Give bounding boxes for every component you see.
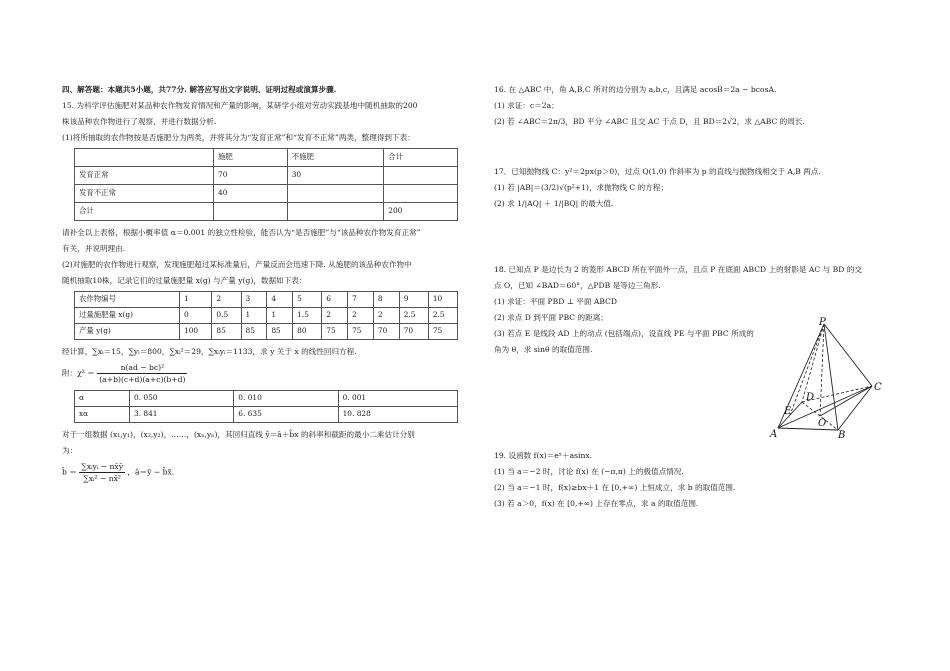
table-cell — [287, 203, 384, 221]
table-cell — [287, 185, 384, 203]
q16-part2: (2) 若 ∠ABC＝2π/3，BD 平分 ∠ABC 且交 AC 于点 D，且 BD＝2√2，求 △ABC 的周长. — [494, 117, 805, 126]
table-cell: 4 — [267, 292, 293, 308]
contingency-table — [74, 148, 458, 221]
chi-numerator: n(ad − bc)² — [97, 362, 187, 374]
table-cell — [75, 149, 214, 167]
b-hat-fraction — [79, 461, 125, 484]
q18-part3-line1: (3) 若点 E 是线段 AD 上的动点 (包括端点)，设直线 PE 与平面 PBC 所成的 — [494, 329, 754, 338]
q18-stem-line1: 18. 已知点 P 是边长为 2 的菱形 ABCD 所在平面外一点，且点 P 在底面 ABCD 上的射影是 AC 与 BD 的交 — [494, 265, 862, 274]
table-cell: 合计 — [75, 203, 214, 221]
table-cell: 70 — [214, 167, 288, 185]
table-cell: 5 — [293, 292, 322, 308]
table-cell — [214, 203, 288, 221]
table-cell: 0. 050 — [130, 391, 234, 407]
table-cell: 10. 828 — [338, 407, 457, 423]
table-cell — [384, 167, 458, 185]
table-cell: 2 — [322, 308, 348, 324]
table-cell: 6. 635 — [234, 407, 338, 423]
q16-stem: 16. 在 △ABC 中，角 A,B,C 所对的边分别为 a,b,c，且满足 acosB＝2a − bcosA. — [494, 85, 777, 94]
q18-stem-line2: 点 O，已知 ∠BAD＝60°，△PDB 是等边三角形. — [494, 281, 661, 290]
table-cell: 100 — [180, 324, 212, 340]
table-cell: 70 — [373, 324, 399, 340]
table-cell: α — [75, 391, 130, 407]
table-cell: xα — [75, 407, 130, 423]
q18-part1: (1) 求证：平面 PBD ⊥ 平面 ABCD — [494, 297, 618, 306]
label-e: E — [784, 406, 792, 417]
table-cell — [384, 185, 458, 203]
section-heading: 四、解答题：本题共5小题，共77分. 解答应写出文字说明、证明过程或演算步骤. — [62, 85, 337, 94]
table-cell: 0. 001 — [338, 391, 457, 407]
table-row — [75, 167, 458, 185]
table-row — [75, 149, 458, 167]
table-cell: 0 — [180, 308, 212, 324]
fertilizer-yield-table — [74, 291, 458, 340]
q17-part2: (2) 求 1/|AQ| ＋ 1/|BQ| 的最大值. — [494, 199, 614, 208]
table-cell: 产量 y(g) — [75, 324, 180, 340]
table-cell: 1 — [267, 308, 293, 324]
q18-part3-line2: 角为 θ，求 sinθ 的取值范围. — [494, 345, 593, 354]
regression-text-line2: 为： — [62, 446, 78, 455]
q17-stem: 17．已知抛物线 C：y²＝2px(p＞0)，过点 Q(1,0) 作斜率为 p 的直线与抛物线相交于 A,B 两点. — [494, 167, 821, 176]
table-cell: 1 — [241, 308, 267, 324]
pyramid-figure — [766, 316, 886, 438]
critical-value-table — [74, 390, 458, 423]
q15-part1-ask-line2: 有关，并说明理由. — [62, 244, 126, 253]
table-cell: 2.5 — [428, 308, 457, 324]
b-hat-formula — [62, 461, 462, 484]
table-row — [75, 407, 458, 423]
a-hat-formula: ，â＝ȳ − b̂x̄. — [127, 467, 175, 477]
b-hat-prefix: b̂ ＝ — [62, 467, 77, 477]
table-cell: 农作物编号 — [75, 292, 180, 308]
table-row — [75, 308, 458, 324]
chi-square-formula — [62, 362, 462, 385]
table-cell: 9 — [399, 292, 428, 308]
table-cell: 1.5 — [293, 308, 322, 324]
table-row — [75, 324, 458, 340]
q15-part2-line1: (2)对施肥的农作物进行观察，发现施肥超过某标准量后，产量反而会迅速下降. 从施肥的该品种农作物中 — [62, 260, 412, 269]
table-cell: 85 — [241, 324, 267, 340]
q17-part1: (1) 若 |AB|＝(3/2)√(p²+1)，求抛物线 C 的方程； — [494, 183, 668, 192]
chi-denominator: (a+b)(c+d)(a+c)(b+d) — [99, 375, 186, 384]
table-cell: 8 — [373, 292, 399, 308]
table-cell: 发育正常 — [75, 167, 214, 185]
b-hat-denominator: ∑xᵢ² − nx̄² — [83, 474, 121, 483]
q15-part1: (1)将所抽取的农作物按是否施肥分为两类，并将其分为“发育正常”和“发育不正常”两类，整理得到下表： — [62, 133, 415, 142]
table-cell: 2 — [373, 308, 399, 324]
label-a: A — [770, 429, 778, 438]
q19-stem: 19. 设函数 f(x)＝eˣ＋asinx. — [494, 451, 593, 460]
table-cell: 发育不正常 — [75, 185, 214, 203]
q16-part1: (1) 求证：c＝2a； — [494, 101, 559, 110]
table-cell: 40 — [214, 185, 288, 203]
q15-part2-line2: 随机抽取10株，记录它们的过量施肥量 x(g) 与产量 y(g)，数据如下表： — [62, 276, 307, 285]
q15-part1-ask-line1: 请补全以上表格，根据小概率值 α＝0.001 的独立性检验，能否认为“是否施肥”与“该品种农作物发育正常” — [62, 228, 421, 237]
label-b: B — [838, 430, 846, 438]
table-cell: 80 — [293, 324, 322, 340]
label-o: O — [818, 418, 827, 429]
table-cell: 7 — [348, 292, 374, 308]
table-row — [75, 391, 458, 407]
table-cell: 85 — [267, 324, 293, 340]
table-cell: 10 — [428, 292, 457, 308]
stats-summary: 经计算，∑xᵢ＝15，∑yᵢ＝800，∑xᵢ²＝29，∑xᵢyᵢ＝1133，求 y 关于 x 的线性回归方程. — [62, 347, 357, 356]
right-column — [494, 84, 894, 514]
table-cell: 施肥 — [214, 149, 288, 167]
q18-part2: (2) 求点 D 到平面 PBC 的距离； — [494, 313, 608, 322]
chi-fraction — [97, 362, 187, 385]
label-c: C — [874, 382, 882, 393]
table-cell: 0. 010 — [234, 391, 338, 407]
label-p: P — [819, 317, 826, 328]
regression-text-line1: 对于一组数据 (x₁,y₁)，(x₂,y₂)，……，(xₙ,yₙ)，其回归直线 ŷ＝â＋b̂x 的斜率和截距的最小二乘估计分别 — [62, 430, 415, 439]
table-cell: 3. 841 — [130, 407, 234, 423]
table-cell: 30 — [287, 167, 384, 185]
q19-part2: (2) 当 a＝−1 时，f(x)≥bx＋1 在 [0,+∞) 上恒成立，求 b 的取值范围. — [494, 483, 736, 492]
table-cell: 75 — [348, 324, 374, 340]
table-cell: 2 — [212, 292, 241, 308]
table-cell: 过量施肥量 x(g) — [75, 308, 180, 324]
table-cell: 6 — [322, 292, 348, 308]
table-cell: 合计 — [384, 149, 458, 167]
left-column — [62, 84, 462, 489]
table-cell: 75 — [322, 324, 348, 340]
label-d: D — [806, 392, 815, 403]
table-cell: 200 — [384, 203, 458, 221]
table-row — [75, 185, 458, 203]
table-row — [75, 203, 458, 221]
q15-intro-line1: 15. 为科学评估施肥对某品种农作物发育情况和产量的影响，某研学小组对劳动实践基地中随机抽取的200 — [62, 101, 418, 110]
table-cell: 75 — [428, 324, 457, 340]
table-row — [75, 292, 458, 308]
b-hat-numerator: ∑xᵢyᵢ − nx̄ȳ — [81, 462, 123, 471]
q19-part1: (1) 当 a＝−2 时，讨论 f(x) 在 (−π,π) 上的极值点情况. — [494, 467, 684, 476]
table-cell: 70 — [399, 324, 428, 340]
table-cell: 1 — [180, 292, 212, 308]
table-cell: 0.5 — [212, 308, 241, 324]
q19-part3: (3) 若 a＞0，f(x) 在 [0,+∞) 上存在零点，求 a 的取值范围. — [494, 499, 699, 508]
table-cell: 85 — [212, 324, 241, 340]
chi-prefix: 附：χ² ＝ — [62, 368, 95, 378]
table-cell: 2.5 — [399, 308, 428, 324]
table-cell: 3 — [241, 292, 267, 308]
table-cell: 2 — [348, 308, 374, 324]
q15-intro-line2: 株该品种农作物进行了观察，并进行数据分析. — [62, 117, 217, 126]
table-cell: 不施肥 — [287, 149, 384, 167]
